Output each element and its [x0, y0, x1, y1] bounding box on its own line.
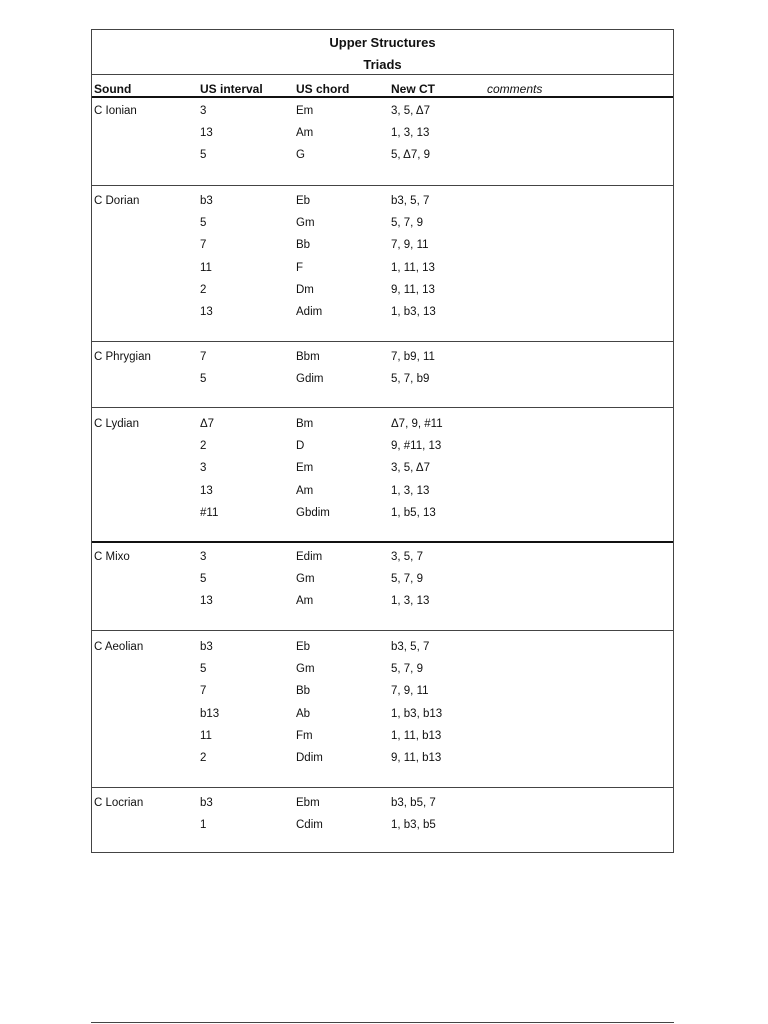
- us-interval-cell: 13: [200, 484, 213, 497]
- header-us-interval: US interval: [200, 82, 263, 96]
- us-interval-cell: 13: [200, 595, 213, 608]
- us-interval-cell: 5: [200, 373, 207, 386]
- group-divider: [92, 341, 673, 342]
- new-ct-cell: 5, 7, b9: [391, 373, 430, 386]
- new-ct-cell: 1, 3, 13: [391, 484, 430, 497]
- group-sound-label: C Ionian: [94, 105, 137, 117]
- new-ct-cell: 1, b3, b13: [391, 707, 443, 720]
- new-ct-cell: 1, 3, 13: [391, 595, 430, 608]
- us-interval-cell: #11: [200, 506, 219, 519]
- group-divider: [92, 541, 673, 543]
- us-chord-cell: Eb: [296, 641, 311, 653]
- new-ct-cell: 3, 5, Δ7: [391, 105, 431, 117]
- us-interval-cell: 1: [200, 819, 207, 832]
- us-chord-cell: Em: [296, 105, 314, 117]
- us-chord-cell: F: [296, 261, 304, 274]
- table-subtitle: Triads: [363, 57, 402, 72]
- header-divider: [92, 96, 673, 98]
- new-ct-cell: 3, 5, Δ7: [391, 462, 431, 475]
- page-bottom-rule: [91, 1022, 674, 1023]
- new-ct-cell: b3, b5, 7: [391, 797, 436, 809]
- us-chord-cell: Gm: [296, 663, 315, 676]
- us-interval-cell: 3: [200, 551, 207, 563]
- title-divider: [92, 74, 673, 75]
- new-ct-cell: 5, 7, 9: [391, 663, 423, 676]
- us-chord-cell: Eb: [296, 195, 311, 207]
- us-chord-cell: Am: [296, 127, 314, 140]
- group-sound-label: C Aeolian: [94, 641, 144, 653]
- new-ct-cell: 3, 5, 7: [391, 551, 423, 563]
- us-chord-cell: Am: [296, 484, 314, 497]
- group-sound-label: C Dorian: [94, 195, 140, 207]
- header-us-chord: US chord: [296, 82, 350, 96]
- us-interval-cell: 5: [200, 663, 207, 676]
- us-chord-cell: Dm: [296, 283, 314, 296]
- group-divider: [92, 407, 673, 408]
- us-interval-cell: 13: [200, 127, 213, 140]
- us-chord-cell: Em: [296, 462, 314, 475]
- table-title: Upper Structures: [329, 35, 436, 50]
- us-interval-cell: b13: [200, 707, 220, 720]
- new-ct-cell: 9, #11, 13: [391, 440, 442, 453]
- new-ct-cell: 7, 9, 11: [391, 239, 429, 252]
- new-ct-cell: b3, 5, 7: [391, 195, 430, 207]
- us-chord-cell: Am: [296, 595, 314, 608]
- us-interval-cell: 2: [200, 283, 207, 296]
- us-interval-cell: 2: [200, 752, 207, 764]
- header-sound: Sound: [94, 82, 132, 96]
- header-new-ct: New CT: [391, 82, 436, 96]
- us-chord-cell: Fm: [296, 729, 313, 742]
- us-interval-cell: 5: [200, 149, 207, 162]
- us-chord-cell: Adim: [296, 306, 323, 318]
- group-divider: [92, 787, 673, 788]
- us-interval-cell: b3: [200, 195, 213, 207]
- group-divider: [92, 630, 673, 631]
- us-interval-cell: 3: [200, 105, 207, 117]
- group-divider: [92, 185, 673, 186]
- us-interval-cell: 7: [200, 351, 207, 363]
- us-interval-cell: b3: [200, 641, 213, 653]
- new-ct-cell: 1, 11, b13: [391, 729, 442, 742]
- us-chord-cell: Ddim: [296, 752, 323, 764]
- us-chord-cell: Bbm: [296, 351, 320, 363]
- us-chord-cell: Cdim: [296, 819, 323, 832]
- us-interval-cell: 11: [200, 261, 212, 274]
- header-comments: comments: [487, 82, 543, 96]
- new-ct-cell: 7, 9, 11: [391, 685, 429, 698]
- us-interval-cell: 11: [200, 729, 212, 742]
- us-chord-cell: Bb: [296, 239, 311, 252]
- us-chord-cell: Gm: [296, 217, 315, 230]
- new-ct-cell: Δ7, 9, #11: [391, 418, 443, 430]
- group-sound-label: C Lydian: [94, 418, 139, 430]
- new-ct-cell: 5, 7, 9: [391, 217, 423, 230]
- us-chord-cell: Ebm: [296, 797, 320, 809]
- us-interval-cell: 2: [200, 440, 207, 453]
- upper-structures-table: [91, 29, 674, 853]
- us-chord-cell: Gbdim: [296, 506, 330, 519]
- us-chord-cell: Gdim: [296, 373, 324, 386]
- new-ct-cell: 5, 7, 9: [391, 573, 423, 586]
- us-interval-cell: b3: [200, 797, 213, 809]
- us-interval-cell: Δ7: [200, 418, 215, 430]
- us-chord-cell: G: [296, 149, 305, 162]
- us-chord-cell: Edim: [296, 551, 323, 563]
- us-chord-cell: Bm: [296, 418, 314, 430]
- us-chord-cell: Gm: [296, 573, 315, 586]
- us-interval-cell: 7: [200, 239, 207, 252]
- new-ct-cell: 7, b9, 11: [391, 351, 435, 363]
- us-chord-cell: D: [296, 440, 305, 453]
- us-chord-cell: Ab: [296, 707, 311, 720]
- new-ct-cell: 1, b3, b5: [391, 819, 436, 832]
- new-ct-cell: 1, 11, 13: [391, 261, 435, 274]
- us-interval-cell: 13: [200, 306, 213, 318]
- new-ct-cell: 9, 11, 13: [391, 283, 435, 296]
- new-ct-cell: b3, 5, 7: [391, 641, 430, 653]
- us-interval-cell: 7: [200, 685, 207, 698]
- new-ct-cell: 1, 3, 13: [391, 127, 430, 140]
- group-sound-label: C Locrian: [94, 797, 144, 809]
- new-ct-cell: 1, b3, 13: [391, 306, 436, 318]
- group-sound-label: C Phrygian: [94, 351, 151, 363]
- us-interval-cell: 5: [200, 573, 207, 586]
- new-ct-cell: 1, b5, 13: [391, 506, 436, 519]
- us-chord-cell: Bb: [296, 685, 311, 698]
- us-interval-cell: 3: [200, 462, 207, 475]
- new-ct-cell: 9, 11, b13: [391, 752, 442, 764]
- us-interval-cell: 5: [200, 217, 207, 230]
- new-ct-cell: 5, Δ7, 9: [391, 149, 431, 162]
- group-sound-label: C Mixo: [94, 551, 130, 563]
